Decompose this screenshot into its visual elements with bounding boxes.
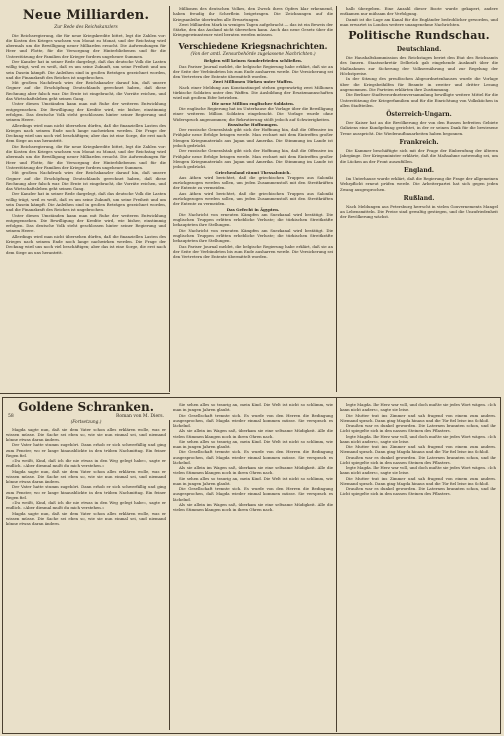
paragraph: Magda sagte nun, daß sie dem Vater schon alles erklären wolle, was er wissen müsse. Die Sache sei eben so, wie sie nun einmal sei, und niemand könne etwas daran ändern. [6, 510, 166, 526]
paragraph: halb übergeben. Eine Anzahl dieser Boote wurde gekapert, andere entkamen nur mühsam der Verfolgung. [340, 6, 498, 17]
paragraph: legte Magda. Ihr Herz war voll, und doch mußte sie jedes Wort wägen. »Ich kann nicht anders«, sagte sie leise. [340, 402, 496, 413]
paragraph: Mit großem Nachdruck wies der Reichskanzler darauf hin, daß unsere Gegner auf die Erschöpfung Deutschlands gerechnet haben, daß diese Rechnung aber falsch war. Die Ernte ist eingebracht, die Vorräte reichen, und das Wirtschaftsleben geht seinen Gang. [6, 80, 166, 102]
paragraph: Als sie allein im Wagen saß, überkam sie eine seltsame Müdigkeit. Alle die vielen Stimmen klangen noch in ihren Ohren nach. [173, 465, 333, 476]
feuilleton-column-2 [173, 402, 333, 730]
item-heading: Belgien will keinen Sonderfrieden schließen. [203, 58, 303, 64]
paragraph: Mit großem Nachdruck wies der Reichskanzler darauf hin, daß unsere Gegner auf die Erschöpfung Deutschlands gerechnet haben, daß diese Rechnung aber falsch war. Die Ernte ist eingebracht, die Vorräte reichen, und das Wirtschaftsleben geht seinen Gang. [6, 170, 166, 192]
paragraph: Die Nachricht von erneuten Kämpfen am Suezkanal wird bestätigt. Die englischen Truppen erlitten erhebliche Verluste; die türkischen Streitkräfte behaupteten ihre Stellungen. [173, 227, 333, 244]
feuilleton-column-1 [6, 400, 166, 730]
paragraph: Die Reichsregierung, die für neue Kriegskredite bittet, legt die Zahlen vor: die Kosten des Krieges wachsen von Monat zu Monat, und der Reichstag wird abermals um die Bewilligung neuer Milliarden ersucht. Die Aufwendungen für Heer und Flotte, für die Versorgung der Hinterbliebenen und für die Unterstützung der Familien der Krieger fordern ungeheure Summen. [6, 32, 166, 59]
paragraph: Der Kanzler hat in seiner Rede dargelegt, daß das deutsche Volk die Lasten willig trägt, weil es weiß, daß es um seine Zukunft, um seine Freiheit und um sein Dasein kämpft. Die Anleihen sind in großen Beträgen gezeichnet worden, und die Finanzkraft des Reiches ist ungebrochen. [6, 191, 166, 213]
paragraph: Der Vater hatte stumm zugehört. Dann erhob er sich schwerfällig und ging zum Fenster, wo er lange hinausblickte in den trüben Nachmittag. Ein feiner Regen fiel. [6, 484, 166, 500]
paragraph: Der russische Generalstab gibt sich der Hoffnung hin, daß die Offensive im Frühjahr neue Erfolge bringen werde. Man rechnet mit dem Eintreffen großer Mengen Kriegsmaterials aus Japan und Amerika. Die Stimmung im Lande ist jedoch gedrückt. [173, 148, 333, 170]
story-text [6, 427, 166, 527]
paragraph: Als sie allein im Wagen saß, überkam sie eine seltsame Müdigkeit. Alle die vielen Stimmen klangen noch in ihren Ohren nach. [173, 428, 333, 439]
paragraph: Damit ist die Lage am Kanal für die Engländer bedrohlicher geworden, und man erwartet in London weitere unangenehme Nachrichten. [340, 16, 498, 27]
item-heading: Russische Hoffnungen. [227, 121, 279, 127]
paragraph: legte Magda. Ihr Herz war voll, und doch mußte sie jedes Wort wägen. »Ich kann nicht anders«, sagte sie leise. [340, 465, 496, 476]
section-title: Politische Rundschau. [348, 29, 490, 43]
paragraph: Draußen war es dunkel geworden. Die Laternen brannten schon, und ihr Licht spiegelte sich in den nassen Steinen des Pflasters. [340, 423, 496, 434]
item-heading: Zwei Millionen Türken unter Waffen. [212, 79, 294, 85]
section-note: (Von der amtl. Zensurbehörde zugelassene Nachrichten.) [190, 51, 316, 57]
story-top-rule [0, 393, 170, 394]
paragraph: Die Berliner Stadtverordnetenversammlung bewilligte weitere Mittel für die Unterstützung der Kriegerfamilien und für die Einrichtung von Volksküchen in allen Stadtteilen. [340, 92, 498, 108]
paragraph: Draußen war es dunkel geworden. Die Laternen brannten schon, und ihr Licht spiegelte sich in den nassen Steinen des Pflasters. [340, 486, 496, 497]
country-heading: Rußland. [403, 194, 435, 202]
paragraph: Unter diesen Umständen kann man mit Ruhe der weiteren Entwicklung entgegensehen. Die Bewilligung der Kredite wird, wie bisher, einstimmig erfolgen. Das deutsche Volk steht geschlossen hinter seiner Regierung und seinem Heere. [6, 101, 166, 123]
country-heading: Österreich-Ungarn. [386, 111, 452, 119]
paragraph: Millionen des deutschen Volkes, den Zweck ihres Opfers klar erkennend, haben freudig ihr Scherflein beigetragen. Die Zeichnungen auf die Kriegsanleihe übertrafen alle Erwartungen. [173, 6, 333, 22]
paragraph: Sie sehen alles so traurig an, mein Kind. Die Welt ist nicht so schlimm, wie man in jungen Jahren glaubt. [173, 475, 333, 486]
story-number: 58 [8, 414, 14, 419]
feuilleton-column-3 [340, 402, 496, 730]
item-heading: Die neue Million englischer Soldaten. [211, 100, 295, 106]
paragraph: Die Mutter trat ins Zimmer und sah fragend von einem zum andern. Niemand sprach. Dann ging Magda hinaus und die Tür fiel leise ins Schloß. [340, 444, 496, 455]
paragraph: Nach einer Meldung aus Konstantinopel stehen gegenwärtig zwei Millionen türkische Soldaten unter den Waffen. Die Ausbildung der Ersatzmannschaften wird mit großem Eifer betrieben. [173, 84, 333, 101]
paragraph: Der russische Generalstab gibt sich der Hoffnung hin, daß die Offensive im Frühjahr neue Erfolge bringen werde. Man rechnet mit dem Eintreffen großer Mengen Kriegsmaterials aus Japan und Amerika. Die Stimmung im Lande ist jedoch gedrückt. [173, 127, 333, 149]
paragraph: »Du weißt, Kind, daß ich dir nie etwas in den Weg gelegt habe«, sagte er endlich. »Aber diesmal mußt du mich verstehen.« [6, 500, 166, 511]
paragraph: Unter diesen Umständen kann man mit Ruhe der weiteren Entwicklung entgegensehen. Die Bewilligung der Kredite wird, wie bisher, einstimmig erfolgen. Das deutsche Volk steht geschlossen hinter seiner Regierung und seinem Heere. [6, 212, 166, 234]
paragraph: In der Sitzung des preußischen Abgeordnetenhauses wurde die Vorlage über die Kriegsbeihilfen für Beamte in zweiter und dritter Lesung angenommen. Die Parteien erklärten ihre Zustimmung. [340, 76, 498, 92]
story-title: Goldene Schranken. [18, 400, 154, 414]
paragraph: Allerdings wird man nicht übersehen dürfen, daß die finanziellen Lasten des Krieges nach seinem Ende noch lange nachwirken werden. Die Frage der Deckung wird uns noch viel beschäftigen; aber das ist eine Sorge, die erst nach dem Siege an uns herantritt. [6, 122, 166, 144]
country-heading: Frankreich. [399, 139, 439, 147]
paragraph: Der Kanzler hat in seiner Rede dargelegt, daß das deutsche Volk die Lasten willig trägt, weil es weiß, daß es um seine Zukunft, um seine Freiheit und um sein Dasein kämpft. Die Anleihen sind in großen Beträgen gezeichnet worden, und die Finanzkraft des Reiches ist ungebrochen. [6, 58, 166, 80]
paragraph: Das Pariser Journal meldet, die belgische Regierung habe erklärt, daß sie an der Seite der Verbündeten bis zum Ende ausharren werde. Die Versicherung sei den Vertretern der Entente übermittelt worden. [173, 63, 333, 80]
story-text [173, 402, 333, 512]
paragraph: Die Gesellschaft trennte sich. Es wurde von den Herren die Bedingung ausgesprochen, daß Magda wieder einmal kommen müsse. Sie versprach es lächelnd. [173, 449, 333, 465]
paragraph: Die Mutter trat ins Zimmer und sah fragend von einem zum andern. Niemand sprach. Dann ging Magda hinaus und die Tür fiel leise ins Schloß. [340, 475, 496, 486]
paragraph: Magda sagte nun, daß sie dem Vater schon alles erklären wolle, was er wissen müsse. Die Sache sei eben so, wie sie nun einmal sei, und niemand könne etwas daran ändern. [6, 426, 166, 442]
story-continuation: (Fortsetzung.) [70, 420, 102, 425]
paragraph: Zwei Milliarden Mark in wenigen Tagen aufgebracht — das ist ein Beweis der Stärke, den das Ausland nicht übersehen kann. Auch das neue Gesetz über die Kriegsgewinnsteuer wird beraten werden müssen. [173, 21, 333, 38]
paragraph: Die englische Regierung hat im Unterhause die Vorlage über die Bewilligung einer weiteren Million Soldaten eingebracht. Die Vorlage wurde ohne Widerspruch angenommen; die Rekrutierung stößt jedoch auf Schwierigkeiten. [173, 105, 333, 122]
column-rule [336, 6, 337, 392]
item-heading: Das Gefecht in Ägypten. [226, 206, 280, 212]
column-rule [336, 398, 337, 732]
section-heading: Verschiedene Kriegsnachrichten. [178, 40, 328, 51]
paragraph: Sie sehen alles so traurig an, mein Kind. Die Welt ist nicht so schlimm, wie man in jungen Jahren glaubt. [173, 438, 333, 449]
paragraph: Die Reichsregierung, die für neue Kriegskredite bittet, legt die Zahlen vor: die Kosten des Krieges wachsen von Monat zu Monat, und der Reichstag wird abermals um die Bewilligung neuer Milliarden ersucht. Die Aufwendungen für Heer und Flotte, für die Versorgung der Hinterbliebenen und für die Unterstützung der Familien der Krieger fordern ungeheure Summen. [6, 143, 166, 170]
paragraph: Magda sagte nun, daß sie dem Vater schon alles erklären wolle, was er wissen müsse. Die Sache sei eben so, wie sie nun einmal sei, und niemand könne etwas daran ändern. [6, 468, 166, 484]
paragraph: Als sie allein im Wagen saß, überkam sie eine seltsame Müdigkeit. Alle die vielen Stimmen klangen noch in ihren Ohren nach. [173, 501, 333, 512]
paragraph: Sie sehen alles so traurig an, mein Kind. Die Welt ist nicht so schlimm, wie man in jungen Jahren glaubt. [173, 402, 333, 413]
column-1 [6, 6, 166, 392]
item-heading: Griechenland räumt Thessalonich. [215, 169, 291, 175]
paragraph: Der Vater hatte stumm zugehört. Dann erhob er sich schwerfällig und ging zum Fenster, wo er lange hinausblickte in den trüben Nachmittag. Ein feiner Regen fiel. [6, 442, 166, 458]
paragraph: Die Kammer beschäftigte sich mit der Frage der Einberufung der älteren Jahrgänge. Der Kriegsminister erklärte, daß die Maßnahme notwendig sei, um die Lücken an der Front auszufüllen. [340, 148, 498, 164]
paragraph: »Du weißt, Kind, daß ich dir nie etwas in den Weg gelegt habe«, sagte er endlich. »Aber diesmal mußt du mich verstehen.« [6, 458, 166, 469]
column-rule [169, 420, 170, 730]
country-heading: England. [404, 166, 434, 174]
paragraph: Die Nachricht von erneuten Kämpfen am Suezkanal wird bestätigt. Die englischen Truppen erlitten erhebliche Verluste; die türkischen Streitkräfte behaupteten ihre Stellungen. [173, 211, 333, 228]
paragraph: Die Mutter trat ins Zimmer und sah fragend von einem zum andern. Niemand sprach. Dann ging Magda hinaus und die Tür fiel leise ins Schloß. [340, 412, 496, 423]
article-title: Neue Milliarden. [22, 8, 150, 23]
paragraph: Draußen war es dunkel geworden. Die Laternen brannten schon, und ihr Licht spiegelte sich in den nassen Steinen des Pflasters. [340, 454, 496, 465]
column-rule [169, 6, 170, 392]
story-byline: Roman von M. Diers. [115, 414, 164, 419]
column-3 [340, 6, 498, 392]
paragraph: Die Gesellschaft trennte sich. Es wurde von den Herren die Bedingung ausgesprochen, daß Magda wieder einmal kommen müsse. Sie versprach es lächelnd. [173, 412, 333, 428]
paragraph: Die Haushaltskommission des Reichstages beriet den Etat des Reichsamts des Innern. Staatssekretär Delbrück gab eingehende Auskunft über die Maßnahmen zur Sicherung der Volksernährung und zur Regelung der Höchstpreise. [340, 55, 498, 77]
paragraph: Das Pariser Journal meldet, die belgische Regierung habe erklärt, daß sie an der Seite der Verbündeten bis zum Ende ausharren werde. Die Versicherung sei den Vertretern der Entente übermittelt worden. [173, 243, 333, 260]
paragraph: Aus Athen wird berichtet, daß die griechischen Truppen aus Saloniki zurückgezogen werden sollen, um jeden Zusammenstoß mit den Streitkräften der Entente zu vermeiden. [173, 174, 333, 191]
story-text [340, 402, 496, 497]
paragraph: legte Magda. Ihr Herz war voll, und doch mußte sie jedes Wort wägen. »Ich kann nicht anders«, sagte sie leise. [340, 433, 496, 444]
paragraph: Allerdings wird man nicht übersehen dürfen, daß die finanziellen Lasten des Krieges nach seinem Ende noch lange nachwirken werden. Die Frage der Deckung wird uns noch viel beschäftigen; aber das ist eine Sorge, die erst nach dem Siege an uns herantritt. [6, 233, 166, 255]
article-subtitle: Zur Rede des Reichskanzlers [54, 25, 118, 30]
paragraph: Im Unterhause wurde erklärt, daß die Regierung die Frage der allgemeinen Wehrpflicht erneut prüfen werde. Die Arbeiterpartei hat sich gegen jeden Zwang ausgesprochen. [340, 175, 498, 192]
paragraph: Aus Athen wird berichtet, daß die griechischen Truppen aus Saloniki zurückgezogen werden sollen, um jeden Zusammenstoß mit den Streitkräften der Entente zu vermeiden. [173, 190, 333, 207]
paragraph: Die Gesellschaft trennte sich. Es wurde von den Herren die Bedingung ausgesprochen, daß Magda wieder einmal kommen müsse. Sie versprach es lächelnd. [173, 486, 333, 502]
paragraph: Der Kaiser hat an die Bevölkerung der von den Russen befreiten Gebiete Galiziens eine Kundgebung gerichtet, in der er seinen Dank für die bewiesene Treue ausspricht. Die Wiederaufbauarbeiten haben begonnen. [340, 120, 498, 136]
paragraph: Nach Meldungen aus Petersburg herrscht in vielen Gouvernements Mangel an Lebensmitteln. Die Preise sind gewaltig gestiegen, und die Unzufriedenheit der Bevölkerung wächst. [340, 203, 498, 220]
country-heading: Deutschland. [396, 46, 442, 54]
